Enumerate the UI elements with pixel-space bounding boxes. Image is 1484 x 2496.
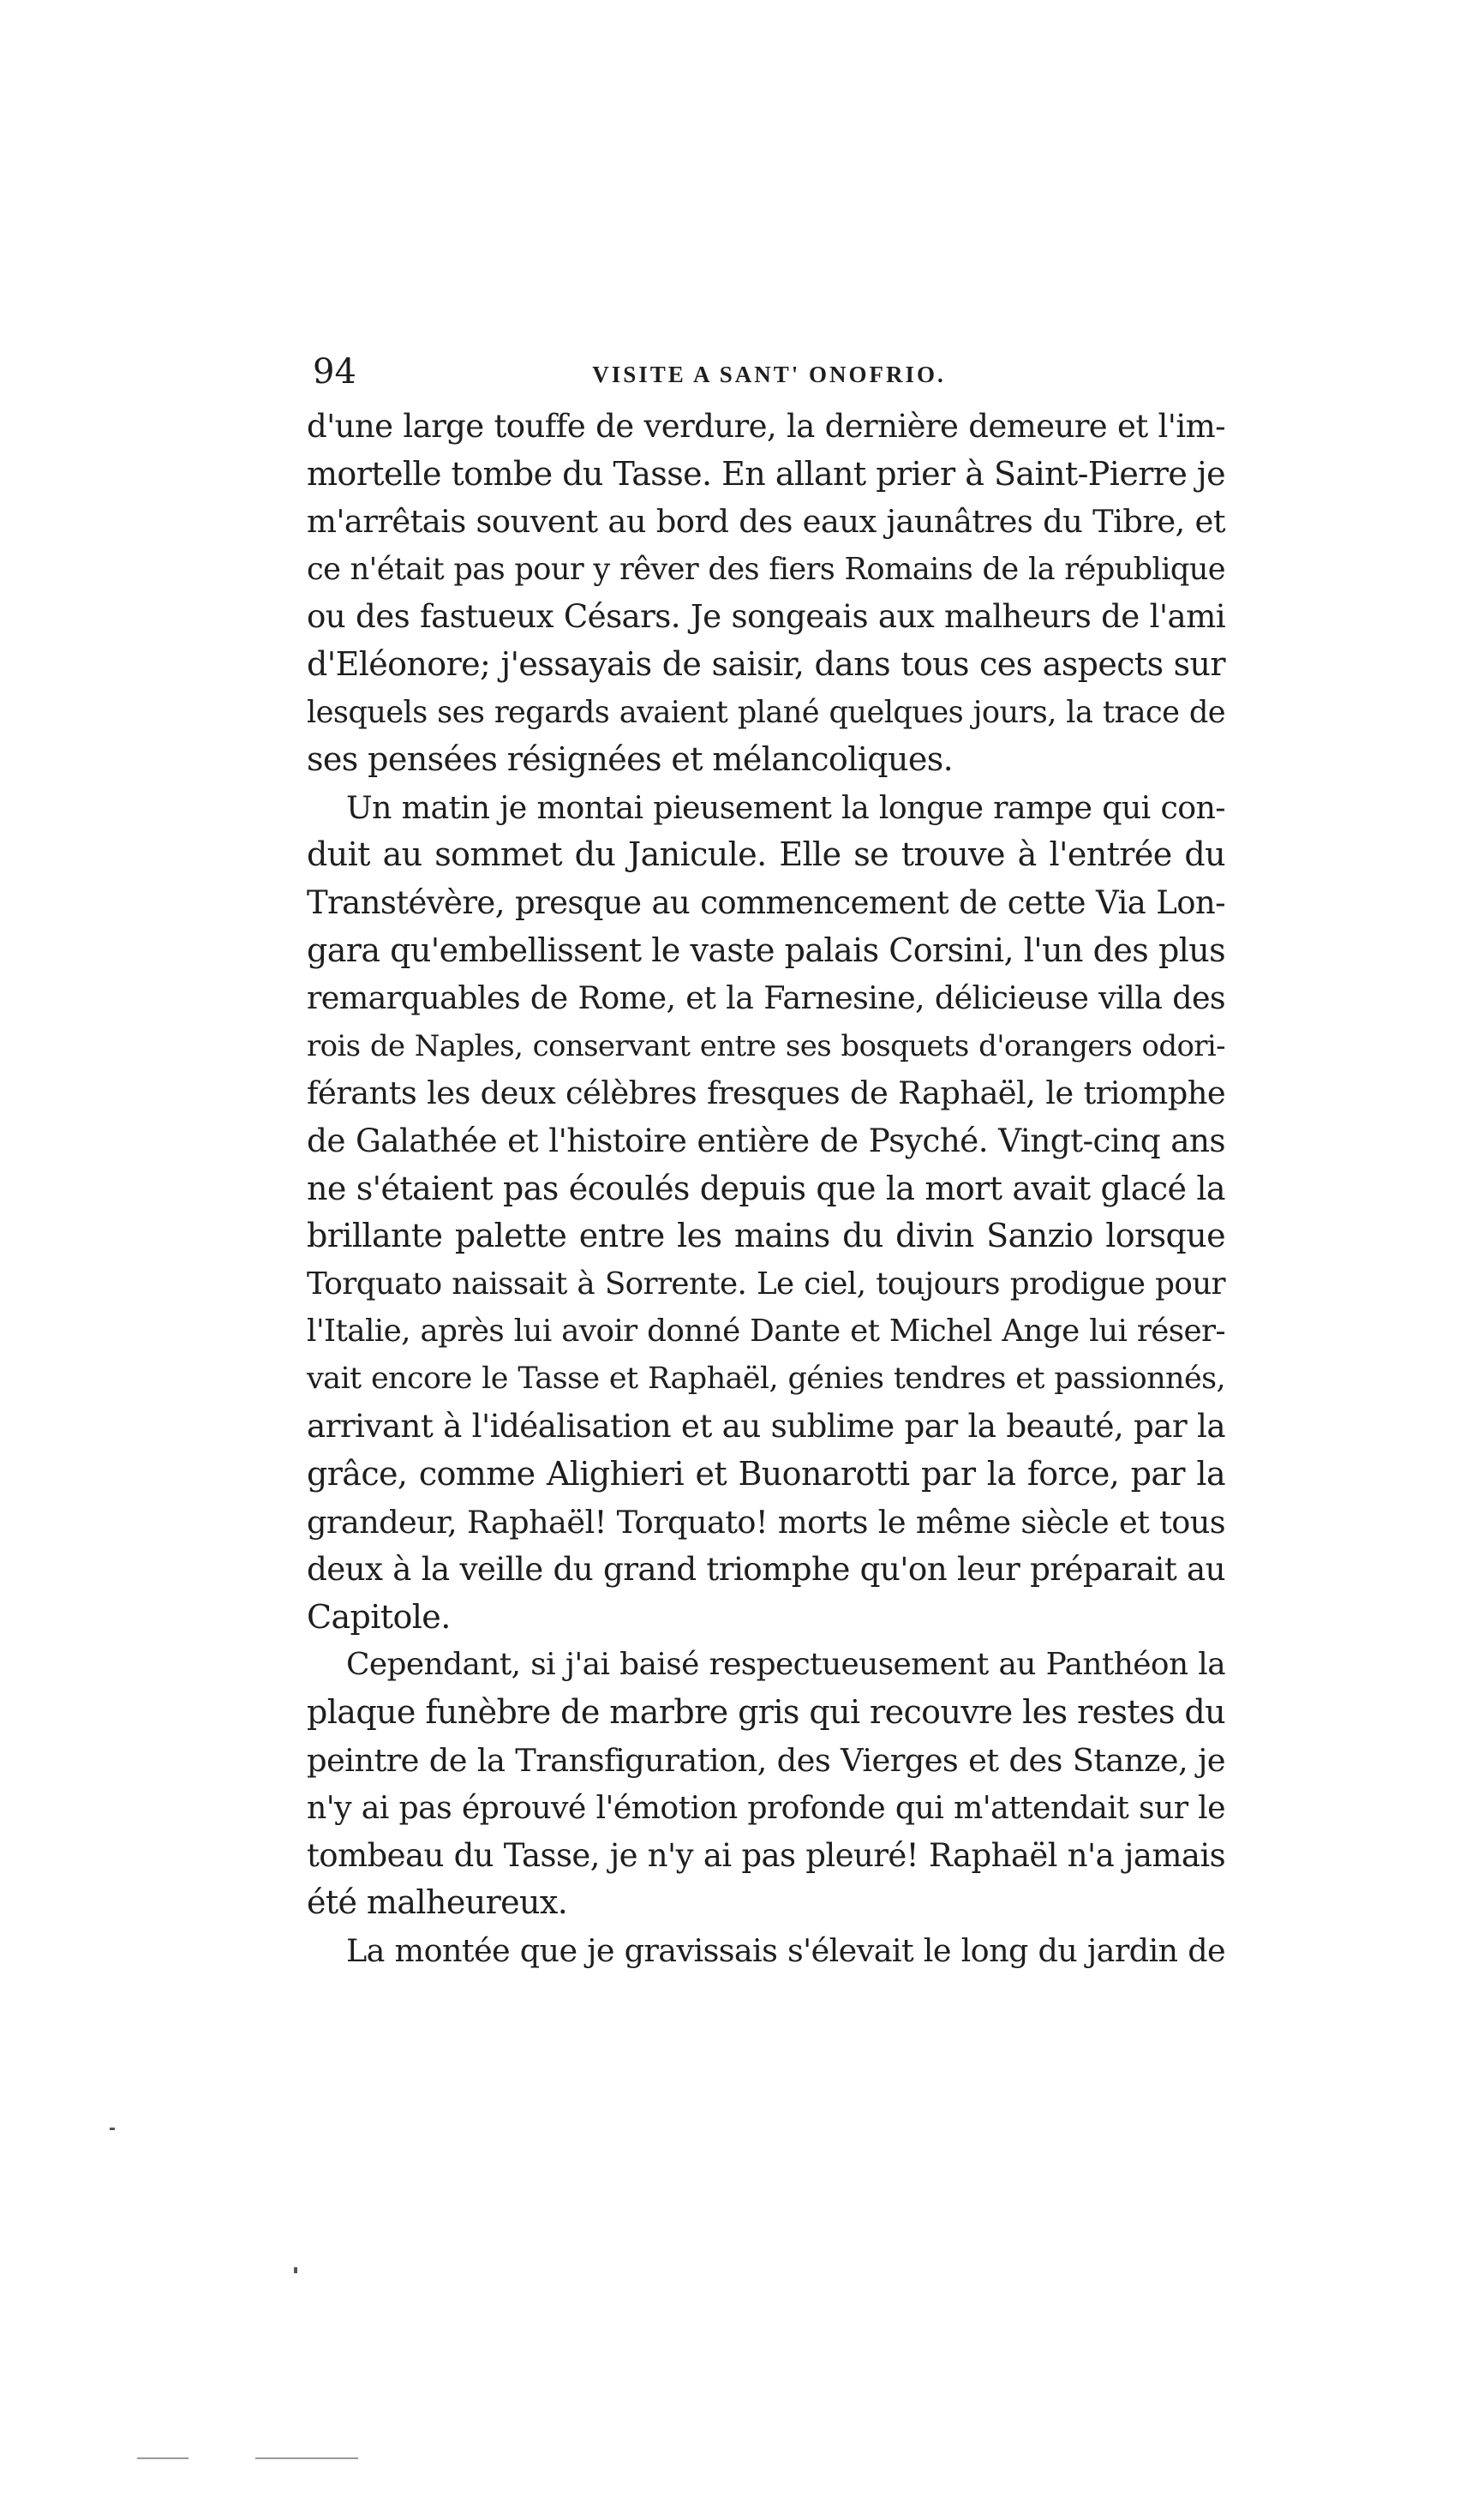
text-line: brillante palette entre les mains du divin Sanzio lorsque (307, 1217, 1225, 1255)
text-line: peintre de la Transfiguration, des Vierges et des Stanze, je (307, 1741, 1225, 1779)
text-line: Un matin je montai pieusement la longue rampe qui con- (346, 788, 1225, 826)
text-line: remarquables de Rome, et la Farnesine, délicieuse villa des (307, 979, 1225, 1017)
scan-speck (110, 2128, 115, 2130)
text-line: Transtévère, presque au commencement de cette Via Lon- (307, 883, 1225, 921)
text-line: vait encore le Tasse et Raphaël, génies tendres et passionnés, (307, 1361, 1225, 1396)
text-line: rois de Naples, conservant entre ses bosquets d'orangers odori- (307, 1028, 1225, 1062)
text-line: ou des fastueux Césars. Je songeais aux malheurs de l'ami (307, 598, 1225, 636)
text-line: tombeau du Tasse, je n'y ai pas pleuré! Raphaël n'a jamais (307, 1836, 1225, 1874)
text-line: l'Italie, après lui avoir donné Dante et Michel Ange lui réser- (307, 1314, 1225, 1350)
body-text (307, 403, 1225, 1975)
text-line: grandeur, Raphaël! Torquato! morts le même siècle et tous (307, 1503, 1225, 1541)
text-line: mortelle tombe du Tasse. En allant prier à Saint-Pierre je (307, 454, 1225, 493)
text-line: ce n'était pas pour y rêver des fiers Romains de la république (307, 551, 1225, 587)
scan-edge-line (255, 2457, 358, 2459)
page-header (313, 346, 1225, 398)
text-line: gara qu'embellissent le vaste palais Corsini, l'un des plus (307, 931, 1225, 969)
text-line: Capitole. (307, 1597, 451, 1636)
text-line: ne s'étaient pas écoulés depuis que la mort avait glacé la (307, 1169, 1225, 1207)
text-line: lesquels ses regards avaient plané quelques jours, la trace de (307, 694, 1225, 730)
text-line: Cependant, si j'ai baisé respectueusement au Panthéon la (346, 1647, 1225, 1683)
text-line: arrivant à l'idéalisation et au sublime par la beauté, par la (307, 1407, 1225, 1446)
text-line: ses pensées résignées et mélancoliques. (307, 740, 954, 779)
scan-edge-line (137, 2457, 188, 2459)
text-line: n'y ai pas éprouvé l'émotion profonde qui m'attendait sur le (307, 1789, 1225, 1827)
scan-speck (294, 2267, 297, 2273)
text-line: grâce, comme Alighieri et Buonarotti par la force, par la (307, 1455, 1225, 1493)
text-line: Torquato naissait à Sorrente. Le ciel, toujours prodigue pour (307, 1266, 1225, 1302)
text-line: férants les deux célèbres fresques de Raphaël, le triomphe (307, 1074, 1225, 1112)
text-line: duit au sommet du Janicule. Elle se trouve à l'entrée du (307, 835, 1225, 874)
text-line: m'arrêtais souvent au bord des eaux jaunâtres du Tibre, et (307, 503, 1225, 541)
page-number: 94 (313, 352, 356, 392)
text-line: deux à la veille du grand triomphe qu'on leur préparait au (307, 1550, 1225, 1589)
text-line: été malheureux. (307, 1883, 568, 1922)
text-line: d'Eléonore; j'essayais de saisir, dans tous ces aspects sur (307, 644, 1225, 683)
running-title: VISITE A SANT' ONOFRIO. (592, 362, 946, 387)
text-line: de Galathée et l'histoire entière de Psyché. Vingt-cinq ans (307, 1121, 1225, 1159)
text-line: La montée que je gravissais s'élevait le long du jardin de (346, 1932, 1225, 1969)
text-line: d'une large touffe de verdure, la dernière demeure et l'im- (307, 408, 1225, 445)
text-line: plaque funèbre de marbre gris qui recouvre les restes du (307, 1693, 1225, 1732)
